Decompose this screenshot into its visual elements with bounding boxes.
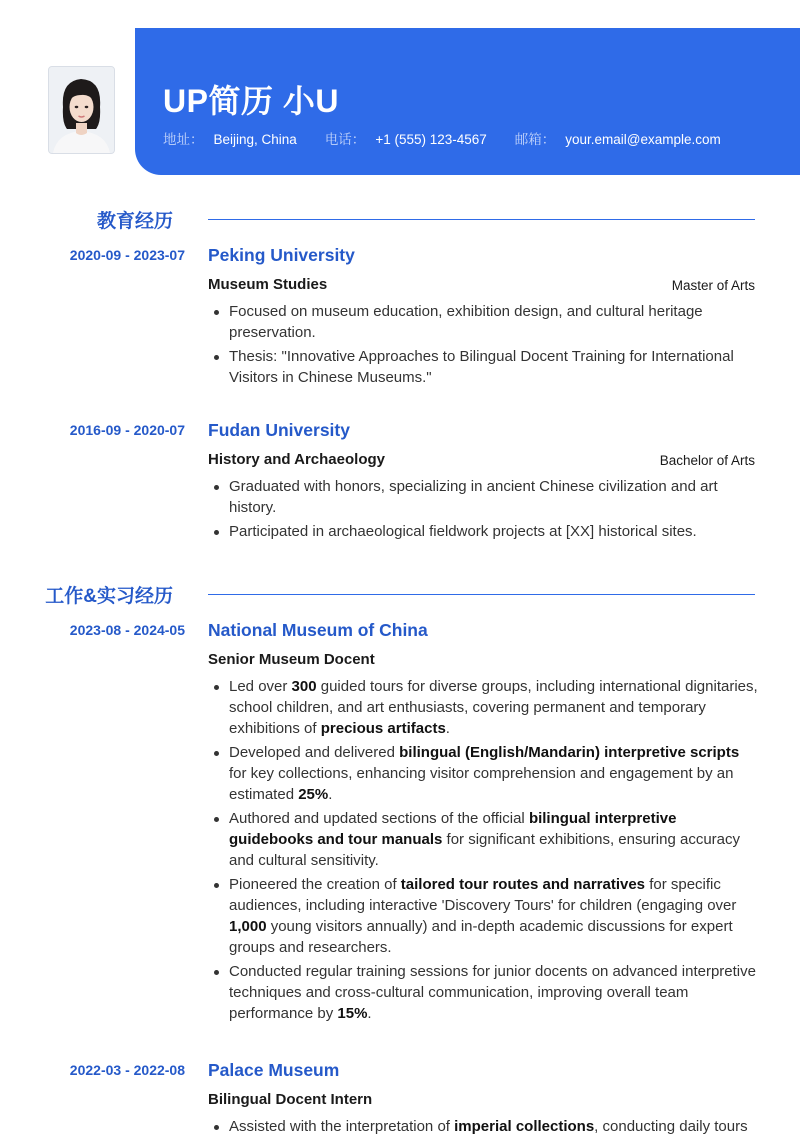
section-title-work: 工作&实习经历	[45, 586, 173, 607]
contact-phone-label: 电话：	[324, 132, 366, 147]
entry-date: 2023-08 - 2024-05	[69, 622, 185, 638]
entry-date: 2016-09 - 2020-07	[69, 422, 185, 438]
entry-date: 2020-09 - 2023-07	[69, 247, 185, 263]
bullet-item: Graduated with honors, specializing in ancient Chinese civilization and art history.	[208, 476, 758, 518]
contact-info	[163, 128, 721, 148]
entry-role: Museum Studies	[208, 276, 328, 293]
bold-highlight: imperial collections	[454, 1118, 595, 1135]
entry-bullets	[208, 1116, 758, 1140]
bullet-item: Pioneered the creation of tailored tour routes and narratives for specific audiences, including interactive 'Discovery Tours' for children (engaging over 1,000 young visitors annually) and in-depth academic discussions for expert groups and researchers.	[208, 874, 758, 958]
bold-highlight: 300	[291, 678, 317, 695]
contact-address-value: Beijing, China	[213, 132, 297, 147]
contact-phone	[325, 128, 487, 148]
bold-highlight: 1,000	[229, 918, 267, 935]
bold-highlight: 15%	[337, 1005, 368, 1022]
contact-phone-value: +1 (555) 123-4567	[375, 132, 487, 147]
bullet-item: Authored and updated sections of the official bilingual interpretive guidebooks and tour manuals for significant exhibitions, ensuring accuracy and cultural sensitivity.	[208, 808, 758, 871]
entry-org: Palace Museum	[208, 1060, 340, 1080]
bullet-item: Thesis: "Innovative Approaches to Bilingual Docent Training for International Visitors in Chinese Museums."	[208, 346, 758, 388]
entry-date: 2022-03 - 2022-08	[69, 1062, 185, 1078]
entry-org: Fudan University	[208, 420, 350, 440]
candidate-name: UP简历 小U	[163, 83, 339, 119]
bullet-item: Participated in archaeological fieldwork projects at [XX] historical sites.	[208, 521, 758, 542]
bold-highlight: bilingual interpretive guidebooks and tour manuals	[229, 810, 677, 848]
bullet-item: Developed and delivered bilingual (English/Mandarin) interpretive scripts for key collections, enhancing visitor comprehension and engagement by an estimated 25%.	[208, 742, 758, 805]
entry-bullets	[208, 676, 758, 1027]
bullet-item: Focused on museum education, exhibition design, and cultural heritage preservation.	[208, 301, 758, 343]
bullet-item: Led over 300 guided tours for diverse groups, including international dignitaries, school children, and art enthusiasts, covering permanent and temporary exhibitions of precious artifacts.	[208, 676, 758, 739]
section-divider	[208, 594, 755, 595]
section-title-education: 教育经历	[96, 211, 173, 232]
entry-org: National Museum of China	[208, 620, 428, 640]
contact-address	[163, 128, 297, 148]
bold-highlight: tailored tour routes and narratives	[400, 876, 646, 893]
profile-photo	[48, 66, 115, 154]
contact-email-value: your.email@example.com	[565, 132, 721, 147]
entry-org: Peking University	[208, 245, 355, 265]
bold-highlight: 25%	[298, 786, 329, 803]
contact-email-label: 邮箱：	[514, 132, 556, 147]
contact-email	[515, 128, 721, 148]
entry-bullets	[208, 476, 758, 545]
entry-role: History and Archaeology	[208, 451, 385, 468]
entry-degree: Master of Arts	[671, 278, 755, 293]
entry-bullets	[208, 301, 758, 391]
bullet-item: Assisted with the interpretation of imperial collections, conducting daily tours	[208, 1116, 758, 1137]
bold-highlight: precious artifacts	[320, 720, 446, 737]
avatar-portrait-icon	[49, 67, 114, 153]
contact-address-label: 地址：	[163, 132, 204, 147]
bold-highlight: bilingual (English/Mandarin) interpretive scripts	[399, 744, 740, 761]
entry-degree: Bachelor of Arts	[659, 453, 755, 468]
entry-role: Senior Museum Docent	[208, 651, 375, 668]
entry-role: Bilingual Docent Intern	[208, 1091, 373, 1108]
section-divider	[208, 219, 755, 220]
bullet-item: Conducted regular training sessions for junior docents on advanced interpretive techniques and cross-cultural communication, improving overall team performance by 15%.	[208, 961, 758, 1024]
